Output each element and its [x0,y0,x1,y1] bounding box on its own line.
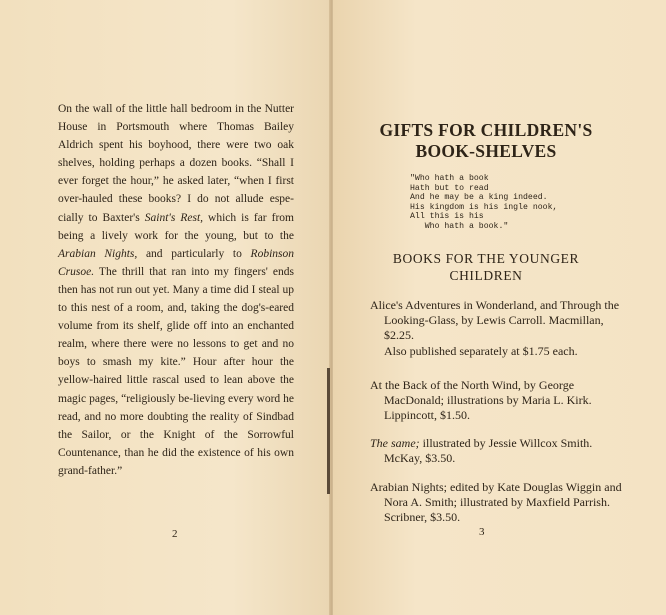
left-page-paragraph [58,100,294,480]
paragraph-text: The thrill that ran into my fingers' ends then has not run out yet. Many a time did I steal up to this nest of a room, and, taking the dog's-eared volume from its shelf, glide off into an enchanted realm, where there were no lessons to get and no boys to smash my kite.” Hour after hour the yellow-haired little rascal used to lean above the magic pages, “religiously be-lieving every word he read, and no more doubting the reality of Sindbad the Sailor, or the Knight of the Sorrowful Countenance, than he did the existence of his own grand-father.” [58,265,294,477]
italic-book-title: Arabian Nights, [58,247,138,260]
epigraph-poem: "Who hath a book Hath but to read And he may be a king indeed. His kingdom is his ingle nook, All this is his Who hath a book." [410,174,558,231]
left-page-number: 2 [172,528,178,540]
title-line-2: BOOK-SHELVES [415,141,557,161]
binding-stitch [327,368,330,494]
book-entry-north-wind: At the Back of the North Wind, by George MacDonald; illustrations by Maria L. Kirk. Lippincott, $1.50. [370,378,592,422]
page-title [360,120,612,162]
section-heading-line-2: CHILDREN [449,268,523,283]
book-entry-same-italic: The same; [370,436,420,450]
right-page-number: 3 [479,526,485,538]
italic-book-title: Robinson Crusoe. [58,247,294,278]
left-page [0,0,331,615]
book-entry-north-wind-smith [370,436,632,466]
book-entry-alice: Alice's Adventures in Wonderland, and Through the Looking-Glass, by Lewis Carroll. Macmillan, $2.25. [370,298,620,342]
italic-book-title: Saint's Rest, [144,211,204,224]
section-heading-line-1: BOOKS FOR THE YOUNGER [392,251,580,266]
paragraph-text: On the wall of the little hall bedroom in the Nutter House in Portsmouth where Thomas Bailey Aldrich spent his boyhood, there were two oak shelves, holding perhaps a dozen books. “Shall I ever forget the hour,” he asked later, “when I first over-hauled these books? I do not allude espe-cially to Baxter's [58,103,294,224]
book-entry-same-rest: illustrated by Jessie Willcox Smith. McKay, $3.50. [384,436,593,465]
paragraph-text: which is far from being a lively work for the young, but to the [58,211,294,242]
paragraph-text: and particularly to [137,247,251,260]
book-entry-arabian-nights: Arabian Nights; edited by Kate Douglas Wiggin and Nora A. Smith; illustrated by Maxfield Parrish. Scribner, $3.50. [370,480,622,524]
book-entry-alice-note: Also published separately at $1.75 each. [384,344,578,358]
title-line-1: GIFTS FOR CHILDREN'S [379,120,593,140]
section-heading [360,250,612,284]
